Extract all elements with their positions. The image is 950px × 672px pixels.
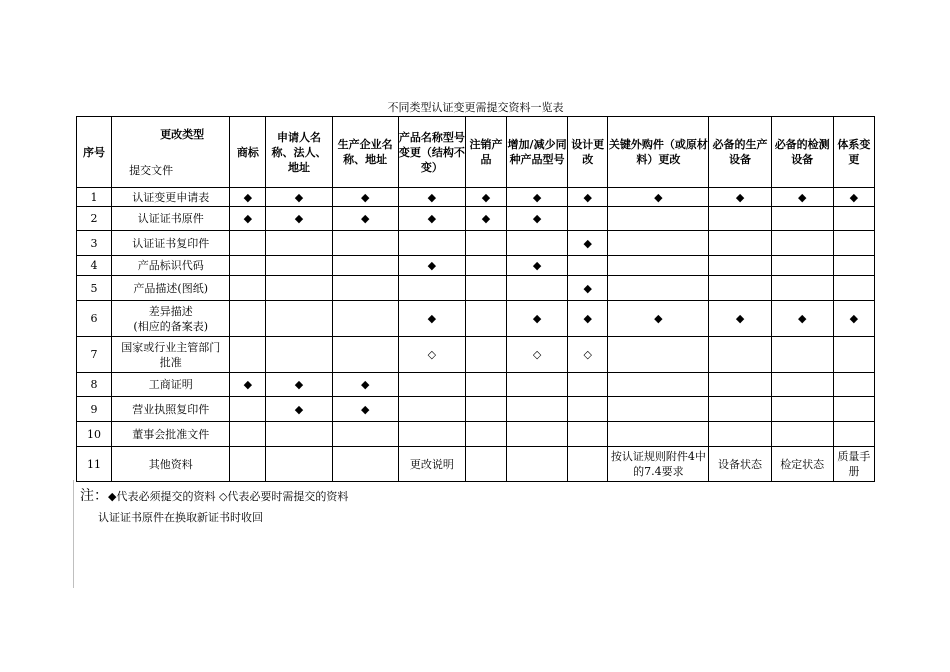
table-row — [77, 373, 875, 397]
row-cell — [709, 422, 771, 447]
row-document: 产品描述(图纸) — [112, 276, 230, 301]
table-row — [77, 256, 875, 276]
requirement-mark: ◆ — [398, 188, 465, 207]
table-row — [77, 422, 875, 447]
row-cell — [608, 337, 709, 373]
row-cell — [833, 207, 874, 231]
notes-lead: 注： — [80, 488, 108, 504]
table-row — [77, 188, 875, 207]
row-cell — [507, 422, 568, 447]
row-cell — [230, 256, 266, 276]
row-cell — [465, 256, 506, 276]
row-cell — [465, 422, 506, 447]
row-cell — [709, 397, 771, 422]
requirement-mark: ◇ — [507, 337, 568, 373]
row-cell — [608, 422, 709, 447]
header-col-2: 申请人名称、法人、地址 — [266, 117, 332, 188]
row-cell — [608, 276, 709, 301]
row-cell — [771, 337, 833, 373]
requirement-mark: ◆ — [398, 301, 465, 337]
row-cell — [465, 276, 506, 301]
row-cell — [771, 207, 833, 231]
requirement-mark: ◆ — [568, 276, 608, 301]
requirements-table — [76, 116, 875, 482]
row-cell — [332, 276, 398, 301]
row-cell — [266, 276, 332, 301]
header-col-1: 商标 — [230, 117, 266, 188]
requirement-mark: ◆ — [398, 256, 465, 276]
row-document: 营业执照复印件 — [112, 397, 230, 422]
row-cell — [771, 231, 833, 256]
row-cell — [709, 256, 771, 276]
requirement-mark: ◆ — [608, 188, 709, 207]
table-row — [77, 447, 875, 482]
header-col-6: 增加/减少同种产品型号 — [507, 117, 568, 188]
row-cell — [568, 447, 608, 482]
row-document: 董事会批准文件 — [112, 422, 230, 447]
row-document: 认证证书原件 — [112, 207, 230, 231]
row-cell — [833, 231, 874, 256]
row-cell — [709, 207, 771, 231]
row-cell — [230, 447, 266, 482]
row-document: 认证证书复印件 — [112, 231, 230, 256]
requirement-mark: ◇ — [398, 337, 465, 373]
row-cell — [507, 397, 568, 422]
requirement-mark: ◆ — [266, 188, 332, 207]
requirement-mark: ◆ — [230, 207, 266, 231]
row-cell — [230, 231, 266, 256]
requirement-mark: ◆ — [230, 373, 266, 397]
row-cell — [465, 231, 506, 256]
row-cell — [465, 447, 506, 482]
row-cell — [771, 422, 833, 447]
row-cell — [332, 422, 398, 447]
requirement-mark: ◆ — [266, 207, 332, 231]
header-col-4: 产品名称型号变更（结构不变） — [398, 117, 465, 188]
table-row — [77, 397, 875, 422]
requirement-mark: ◆ — [507, 301, 568, 337]
header-col-5: 注销产品 — [465, 117, 506, 188]
requirement-mark: ◆ — [833, 301, 874, 337]
row-cell — [230, 276, 266, 301]
row-cell — [507, 231, 568, 256]
row-cell: 质量手册 — [833, 447, 874, 482]
row-cell — [230, 397, 266, 422]
row-cell — [709, 231, 771, 256]
row-cell — [771, 397, 833, 422]
row-cell — [771, 256, 833, 276]
row-number: 7 — [77, 337, 112, 373]
requirement-mark: ◆ — [709, 301, 771, 337]
row-cell: 按认证规则附件4中的7.4要求 — [608, 447, 709, 482]
row-number: 9 — [77, 397, 112, 422]
requirement-mark: ◆ — [465, 207, 506, 231]
row-document: 国家或行业主管部门批准 — [112, 337, 230, 373]
row-number: 6 — [77, 301, 112, 337]
row-document: 差异描述 (相应的备案表) — [112, 301, 230, 337]
row-cell — [398, 397, 465, 422]
row-cell — [608, 373, 709, 397]
requirement-mark: ◆ — [332, 397, 398, 422]
requirement-mark: ◆ — [771, 301, 833, 337]
row-cell — [568, 422, 608, 447]
row-document: 产品标识代码 — [112, 256, 230, 276]
requirement-mark: ◆ — [568, 231, 608, 256]
row-cell — [833, 276, 874, 301]
requirement-mark: ◆ — [332, 373, 398, 397]
header-col-8: 关键外购件（或原材料）更改 — [608, 117, 709, 188]
header-submit-docs: 提交文件 — [129, 164, 174, 177]
row-cell — [507, 447, 568, 482]
requirement-mark: ◆ — [771, 188, 833, 207]
table-row — [77, 276, 875, 301]
header-col-3: 生产企业名称、地址 — [332, 117, 398, 188]
row-cell — [608, 256, 709, 276]
table-row — [77, 231, 875, 256]
row-document: 认证变更申请表 — [112, 188, 230, 207]
notes-block — [80, 485, 348, 525]
row-number: 1 — [77, 188, 112, 207]
row-number: 8 — [77, 373, 112, 397]
header-seq: 序号 — [77, 117, 112, 188]
table-row — [77, 207, 875, 231]
requirement-mark: ◆ — [568, 301, 608, 337]
requirement-mark: ◆ — [332, 188, 398, 207]
row-cell — [568, 397, 608, 422]
header-col-7: 设计更改 — [568, 117, 608, 188]
table-row — [77, 337, 875, 373]
requirement-mark: ◆ — [833, 188, 874, 207]
row-cell — [465, 373, 506, 397]
header-change-type: 更改类型 — [160, 128, 205, 141]
requirement-mark: ◆ — [266, 397, 332, 422]
row-cell — [266, 447, 332, 482]
row-cell — [230, 301, 266, 337]
requirement-mark: ◇ — [568, 337, 608, 373]
header-col-9: 必备的生产设备 — [709, 117, 771, 188]
row-number: 3 — [77, 231, 112, 256]
requirement-mark: ◆ — [266, 373, 332, 397]
header-col-11: 体系变更 — [833, 117, 874, 188]
row-document: 其他资料 — [112, 447, 230, 482]
row-cell — [230, 422, 266, 447]
row-cell — [568, 256, 608, 276]
notes-legend: ◆代表必须提交的资料 ◇代表必要时需提交的资料 — [108, 490, 349, 503]
row-cell — [266, 301, 332, 337]
row-cell — [465, 337, 506, 373]
row-cell — [771, 373, 833, 397]
notes-line-1 — [80, 485, 348, 505]
row-number: 5 — [77, 276, 112, 301]
row-cell — [230, 337, 266, 373]
requirement-mark: ◆ — [507, 256, 568, 276]
row-cell — [266, 422, 332, 447]
row-cell — [332, 231, 398, 256]
margin-rule — [73, 480, 74, 588]
row-cell — [398, 231, 465, 256]
row-number: 10 — [77, 422, 112, 447]
requirement-mark: ◆ — [507, 188, 568, 207]
row-cell — [771, 276, 833, 301]
row-cell — [332, 301, 398, 337]
row-cell — [709, 337, 771, 373]
row-cell — [833, 422, 874, 447]
row-cell — [465, 301, 506, 337]
requirement-mark: ◆ — [568, 188, 608, 207]
requirement-mark: ◆ — [709, 188, 771, 207]
row-cell — [608, 231, 709, 256]
row-cell — [507, 276, 568, 301]
requirement-mark: ◆ — [230, 188, 266, 207]
requirement-mark: ◆ — [398, 207, 465, 231]
requirement-mark: ◆ — [608, 301, 709, 337]
row-document: 工商证明 — [112, 373, 230, 397]
row-cell — [398, 422, 465, 447]
row-cell — [465, 397, 506, 422]
row-cell: 检定状态 — [771, 447, 833, 482]
row-cell — [398, 276, 465, 301]
header-col-10: 必备的检测设备 — [771, 117, 833, 188]
row-cell — [568, 373, 608, 397]
row-number: 2 — [77, 207, 112, 231]
row-cell — [833, 337, 874, 373]
row-cell — [507, 373, 568, 397]
table-row — [77, 301, 875, 337]
row-cell — [266, 256, 332, 276]
row-cell — [709, 276, 771, 301]
row-cell — [266, 337, 332, 373]
row-cell — [833, 397, 874, 422]
notes-line-2: 认证证书原件在换取新证书时收回 — [98, 511, 263, 524]
requirement-mark: ◆ — [507, 207, 568, 231]
header-row — [77, 117, 875, 188]
row-cell — [833, 256, 874, 276]
row-cell — [608, 397, 709, 422]
row-cell — [568, 207, 608, 231]
row-number: 4 — [77, 256, 112, 276]
row-cell — [709, 373, 771, 397]
row-cell — [332, 256, 398, 276]
requirement-mark: ◆ — [465, 188, 506, 207]
document-title: 不同类型认证变更需提交资料一览表 — [387, 101, 564, 114]
row-cell — [332, 447, 398, 482]
row-cell: 设备状态 — [709, 447, 771, 482]
row-cell — [332, 337, 398, 373]
row-number: 11 — [77, 447, 112, 482]
row-cell — [833, 373, 874, 397]
requirement-mark: ◆ — [332, 207, 398, 231]
row-cell — [398, 373, 465, 397]
row-cell — [608, 207, 709, 231]
header-change-type-cell — [112, 117, 230, 188]
row-cell — [266, 231, 332, 256]
row-cell: 更改说明 — [398, 447, 465, 482]
